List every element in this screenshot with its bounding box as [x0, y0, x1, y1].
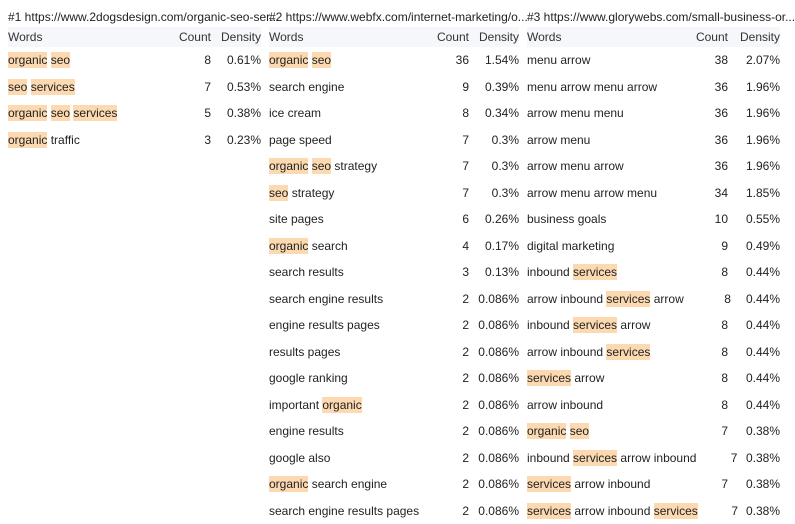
keyword-count: 2	[419, 392, 469, 419]
highlighted-term: organic	[269, 476, 308, 492]
keyword-density: 0.44%	[728, 339, 780, 366]
highlighted-term: services	[606, 344, 650, 360]
keyword-phrase	[269, 127, 419, 154]
keyword-phrase	[527, 153, 678, 180]
keyword-count: 38	[678, 47, 728, 74]
table-header	[8, 27, 261, 47]
keyword-density: 0.26%	[469, 206, 519, 233]
keyword-row	[269, 498, 519, 524]
keyword-count: 36	[678, 74, 728, 101]
keyword-row	[8, 127, 261, 154]
keyword-density: 1.96%	[728, 74, 780, 101]
keyword-phrase	[8, 127, 155, 154]
keyword-row	[527, 127, 780, 154]
keyword-phrase	[527, 418, 678, 445]
phrase-text: google also	[269, 451, 330, 465]
keyword-count: 7	[419, 180, 469, 207]
keyword-density: 0.086%	[469, 339, 519, 366]
phrase-text: strategy	[331, 159, 377, 173]
keyword-phrase	[269, 206, 419, 233]
competitor-column-3	[523, 0, 786, 520]
keyword-count: 9	[419, 74, 469, 101]
phrase-text: arrow inbound	[571, 477, 650, 491]
keyword-density: 0.39%	[469, 74, 519, 101]
phrase-text: traffic	[47, 133, 79, 147]
count-header[interactable]: Count	[678, 27, 728, 47]
keyword-phrase	[269, 259, 419, 286]
competitor-url[interactable]: #2 https://www.webfx.com/internet-marketing/o...	[269, 7, 519, 27]
keyword-phrase	[527, 471, 678, 498]
keyword-density: 0.34%	[469, 100, 519, 127]
phrase-text: arrow menu	[527, 133, 590, 147]
highlighted-term: services	[573, 450, 617, 466]
keyword-row	[527, 312, 780, 339]
keyword-row	[269, 74, 519, 101]
keyword-phrase	[527, 74, 678, 101]
keyword-phrase	[269, 312, 419, 339]
keyword-count: 7	[678, 471, 728, 498]
keyword-phrase	[8, 100, 155, 127]
keyword-density: 0.3%	[469, 127, 519, 154]
keyword-row	[269, 365, 519, 392]
keyword-phrase	[527, 392, 678, 419]
competitor-column-2	[265, 0, 523, 520]
keyword-count: 36	[678, 100, 728, 127]
phrase-text: important	[269, 398, 322, 412]
keyword-phrase	[527, 312, 678, 339]
keyword-row	[527, 339, 780, 366]
keyword-count: 7	[419, 127, 469, 154]
phrase-text: arrow menu arrow menu	[527, 186, 657, 200]
phrase-text: ice cream	[269, 106, 321, 120]
keyword-density: 0.38%	[211, 100, 261, 127]
phrase-text: inbound	[527, 451, 573, 465]
keyword-phrase	[269, 365, 419, 392]
keyword-row	[269, 180, 519, 207]
phrase-text: menu arrow menu arrow	[527, 80, 657, 94]
words-header[interactable]: Words	[527, 27, 678, 47]
keyword-list	[8, 47, 261, 153]
keyword-density: 0.23%	[211, 127, 261, 154]
keyword-row	[527, 445, 780, 472]
highlighted-term: seo	[269, 185, 288, 201]
phrase-text: digital marketing	[527, 239, 614, 253]
keyword-phrase	[527, 339, 678, 366]
keyword-phrase	[527, 180, 678, 207]
phrase-text: arrow inbound	[571, 504, 654, 518]
phrase-text: arrow	[617, 318, 650, 332]
keyword-count: 8	[678, 392, 728, 419]
keyword-density: 0.55%	[728, 206, 780, 233]
keyword-count: 9	[678, 233, 728, 260]
keyword-row	[527, 47, 780, 74]
keyword-density: 0.38%	[738, 498, 780, 524]
keyword-density: 0.61%	[211, 47, 261, 74]
competitor-url[interactable]: #3 https://www.glorywebs.com/small-business-or...	[527, 7, 780, 27]
phrase-text: search engine results	[269, 292, 383, 306]
phrase-text: strategy	[288, 186, 334, 200]
keyword-density: 0.38%	[737, 445, 780, 472]
keyword-count: 6	[419, 206, 469, 233]
keyword-density: 0.086%	[469, 365, 519, 392]
keyword-density: 0.53%	[211, 74, 261, 101]
keyword-row	[527, 286, 780, 313]
keyword-row	[8, 100, 261, 127]
keyword-density: 0.44%	[728, 259, 780, 286]
keyword-density: 0.44%	[728, 365, 780, 392]
keyword-density: 1.96%	[728, 100, 780, 127]
keyword-count: 4	[419, 233, 469, 260]
keyword-row	[8, 47, 261, 74]
keyword-phrase	[269, 392, 419, 419]
keyword-count: 8	[684, 286, 731, 313]
keyword-density: 2.07%	[728, 47, 780, 74]
phrase-text: page speed	[269, 133, 332, 147]
highlighted-term: services	[573, 264, 617, 280]
keyword-phrase	[527, 259, 678, 286]
phrase-text: results pages	[269, 345, 340, 359]
keyword-phrase	[527, 127, 678, 154]
keyword-phrase	[269, 339, 419, 366]
keyword-density: 0.086%	[469, 392, 519, 419]
keyword-count: 5	[155, 100, 211, 127]
phrase-text: engine results pages	[269, 318, 380, 332]
keyword-count: 2	[419, 312, 469, 339]
keyword-count: 8	[678, 259, 728, 286]
keyword-density: 0.3%	[469, 180, 519, 207]
highlighted-term: seo	[570, 423, 589, 439]
keyword-density: 0.13%	[469, 259, 519, 286]
keyword-row	[269, 312, 519, 339]
keyword-row	[269, 233, 519, 260]
keyword-phrase	[527, 286, 684, 313]
phrase-text: search	[308, 239, 347, 253]
keyword-count: 2	[419, 339, 469, 366]
keyword-phrase	[269, 445, 419, 472]
keyword-density: 0.44%	[728, 392, 780, 419]
highlighted-term: services	[527, 503, 571, 519]
keyword-row	[527, 498, 780, 524]
keyword-phrase	[269, 286, 419, 313]
keyword-count: 8	[678, 365, 728, 392]
keyword-phrase	[269, 418, 419, 445]
keyword-row	[269, 259, 519, 286]
keyword-row	[269, 286, 519, 313]
keyword-phrase	[269, 153, 419, 180]
highlighted-term: services	[573, 317, 617, 333]
density-header[interactable]: Density	[211, 27, 261, 47]
phrase-text: arrow	[571, 371, 604, 385]
keyword-list	[269, 47, 519, 524]
phrase-text: arrow inbound	[527, 398, 603, 412]
highlighted-term: services	[31, 79, 75, 95]
keyword-density: 0.086%	[469, 286, 519, 313]
phrase-text: search engine	[308, 477, 387, 491]
phrase-text: arrow inbound	[617, 451, 696, 465]
keyword-row	[527, 180, 780, 207]
keyword-phrase	[527, 47, 678, 74]
keyword-row	[527, 392, 780, 419]
highlighted-term: organic	[527, 423, 566, 439]
highlighted-term: seo	[312, 158, 331, 174]
keyword-row	[527, 365, 780, 392]
keyword-count: 2	[419, 471, 469, 498]
keyword-density: 0.086%	[469, 498, 519, 524]
highlighted-term: organic	[269, 52, 308, 68]
keyword-count: 3	[419, 259, 469, 286]
keyword-phrase	[269, 47, 419, 74]
phrase-text: arrow inbound	[527, 292, 606, 306]
keyword-count: 10	[678, 206, 728, 233]
keyword-count: 8	[155, 47, 211, 74]
phrase-text: inbound	[527, 318, 573, 332]
phrase-text: menu arrow	[527, 53, 590, 67]
density-header[interactable]: Density	[469, 27, 519, 47]
phrase-text: inbound	[527, 265, 573, 279]
keyword-row	[527, 471, 780, 498]
highlighted-term: organic	[269, 238, 308, 254]
keyword-count: 7	[155, 74, 211, 101]
highlighted-term: seo	[8, 79, 27, 95]
keyword-row	[269, 127, 519, 154]
keyword-count: 36	[678, 127, 728, 154]
keyword-density: 0.38%	[728, 471, 780, 498]
highlighted-term: organic	[269, 158, 308, 174]
keyword-count: 7	[696, 445, 737, 472]
phrase-text: search engine results pages	[269, 504, 419, 518]
highlighted-term: services	[654, 503, 698, 519]
keyword-count: 2	[419, 418, 469, 445]
keyword-density: 0.086%	[469, 471, 519, 498]
phrase-text: engine results	[269, 424, 344, 438]
phrase-text: search engine	[269, 80, 344, 94]
density-header[interactable]: Density	[728, 27, 780, 47]
keyword-row	[269, 153, 519, 180]
keyword-count: 7	[419, 153, 469, 180]
keyword-density: 1.54%	[469, 47, 519, 74]
keyword-density: 0.086%	[469, 418, 519, 445]
keyword-density: 0.086%	[469, 312, 519, 339]
keyword-count: 2	[419, 286, 469, 313]
keyword-count: 2	[419, 498, 469, 524]
keyword-phrase	[527, 445, 696, 472]
highlighted-term: seo	[51, 105, 70, 121]
keyword-phrase	[527, 498, 698, 524]
keyword-phrase	[527, 206, 678, 233]
highlighted-term: services	[527, 476, 571, 492]
keyword-phrase	[269, 100, 419, 127]
keyword-density: 1.96%	[728, 153, 780, 180]
competitor-column-1	[0, 0, 265, 520]
keyword-density: 1.85%	[728, 180, 780, 207]
keyword-density: 0.44%	[728, 312, 780, 339]
keyword-row	[269, 100, 519, 127]
keyword-count: 36	[678, 153, 728, 180]
keyword-density: 1.96%	[728, 127, 780, 154]
keyword-row	[269, 445, 519, 472]
keyword-row	[527, 74, 780, 101]
keyword-row	[269, 47, 519, 74]
keyword-phrase	[527, 233, 678, 260]
keyword-count: 36	[419, 47, 469, 74]
keyword-row	[8, 74, 261, 101]
keyword-density: 0.086%	[469, 445, 519, 472]
keyword-density: 0.17%	[469, 233, 519, 260]
count-header[interactable]: Count	[155, 27, 211, 47]
keyword-row	[527, 418, 780, 445]
keyword-density: 0.38%	[728, 418, 780, 445]
keyword-list	[527, 47, 780, 524]
keyword-density: 0.44%	[731, 286, 780, 313]
keyword-phrase	[269, 471, 419, 498]
keyword-phrase	[269, 498, 419, 524]
words-header[interactable]: Words	[8, 27, 155, 47]
keyword-phrase	[8, 74, 155, 101]
keyword-phrase	[527, 100, 678, 127]
highlighted-term: services	[606, 291, 650, 307]
keyword-count: 8	[678, 312, 728, 339]
highlighted-term: services	[527, 370, 571, 386]
keyword-count: 3	[155, 127, 211, 154]
keyword-phrase	[527, 365, 678, 392]
highlighted-term: organic	[8, 105, 47, 121]
highlighted-term: organic	[322, 397, 361, 413]
keyword-count: 7	[678, 418, 728, 445]
keyword-count: 7	[698, 498, 738, 524]
phrase-text: arrow menu arrow	[527, 159, 624, 173]
phrase-text: business goals	[527, 212, 606, 226]
keyword-count: 8	[419, 100, 469, 127]
highlighted-term: seo	[312, 52, 331, 68]
highlighted-term: organic	[8, 52, 47, 68]
keyword-density: 0.3%	[469, 153, 519, 180]
keyword-row	[269, 392, 519, 419]
keyword-row	[527, 233, 780, 260]
phrase-text: arrow menu menu	[527, 106, 624, 120]
keyword-phrase	[8, 47, 155, 74]
keyword-row	[269, 418, 519, 445]
keyword-row	[527, 259, 780, 286]
phrase-text: search results	[269, 265, 344, 279]
keyword-phrase	[269, 180, 419, 207]
phrase-text: arrow inbound	[527, 345, 606, 359]
highlighted-term: seo	[51, 52, 70, 68]
keyword-row	[527, 153, 780, 180]
keyword-row	[527, 206, 780, 233]
highlighted-term: services	[73, 105, 117, 121]
keyword-row	[269, 471, 519, 498]
count-header[interactable]: Count	[419, 27, 469, 47]
keyword-count: 2	[419, 445, 469, 472]
keyword-phrase	[269, 233, 419, 260]
keyword-count: 2	[419, 365, 469, 392]
keyword-row	[269, 206, 519, 233]
table-header	[527, 27, 780, 47]
keyword-row	[527, 100, 780, 127]
keyword-count: 34	[678, 180, 728, 207]
keyword-density: 0.49%	[728, 233, 780, 260]
phrase-text: google ranking	[269, 371, 348, 385]
keyword-count: 8	[678, 339, 728, 366]
phrase-text: site pages	[269, 212, 324, 226]
keyword-phrase	[269, 74, 419, 101]
phrase-text: arrow	[650, 292, 683, 306]
keyword-row	[269, 339, 519, 366]
words-header[interactable]: Words	[269, 27, 419, 47]
highlighted-term: organic	[8, 132, 47, 148]
competitor-url[interactable]: #1 https://www.2dogsdesign.com/organic-seo-ser...	[8, 7, 261, 27]
table-header	[269, 27, 519, 47]
